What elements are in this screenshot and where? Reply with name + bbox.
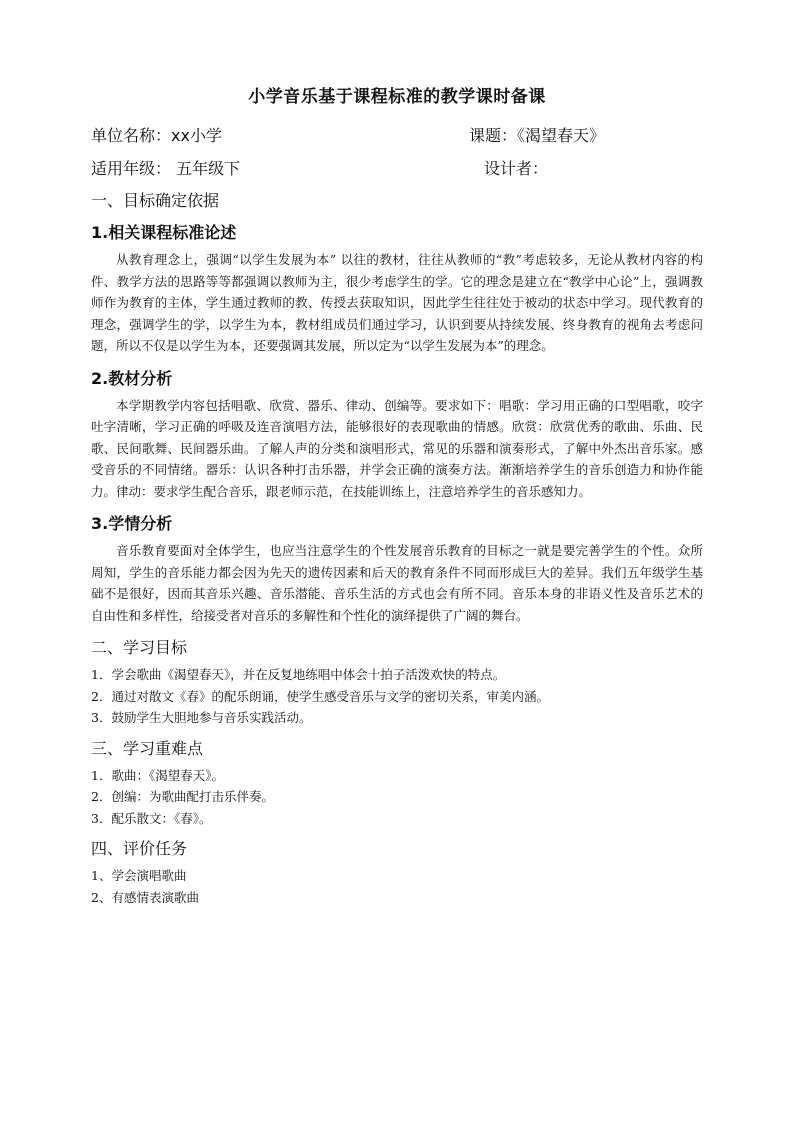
section-heading-basis: 一、目标确定依据 bbox=[91, 191, 220, 210]
list-item: 1、学会演唱歌曲 bbox=[91, 868, 187, 883]
list-item: 2、有感情表演歌曲 bbox=[91, 889, 199, 905]
list-item: 2．创编：为歌曲配打击乐伴奏。 bbox=[91, 789, 274, 804]
designer: 设计者： bbox=[484, 159, 549, 178]
grade-level: 适用年级： 五年级下 bbox=[91, 159, 241, 178]
subsection-heading-students: 3.学情分析 bbox=[91, 514, 173, 533]
key-points-list bbox=[91, 765, 703, 830]
info-row-unit bbox=[91, 119, 703, 152]
subsection-heading-materials: 2.教材分析 bbox=[91, 368, 173, 388]
subsection-heading-standards: 1.相关课程标准论述 bbox=[91, 223, 237, 242]
goals-list bbox=[91, 664, 703, 729]
section-heading-goals: 二、学习目标 bbox=[91, 638, 188, 657]
paragraph-standards: 从教育理念上，强调“以学生发展为本” 以往的教材，往往从教师的“教”考虑较多，无论从教材内容的构件、教学方法的思路等等都强调以教师为主，很少考虑学生的学。它的理念是建立在“教学中心论”上，强调教师作为教育的主体，学生通过教师的教、传授去获取知识，因此学生往往处于被动的状态中学习。现代教育的理念，强调学生的学，以学生为本，教材组成员们通过学习，认识到要从持续发展、终身教育的视角去考虑问题，所以不仅是以学生为本，还要强调其发展，所以定为“以学生发展为本”的理念。 bbox=[91, 252, 703, 353]
list-item: 2．通过对散文《春》的配乐朗诵，使学生感受音乐与文学的密切关系，审美内涵。 bbox=[91, 688, 549, 704]
list-item: 1．学会歌曲《渴望春天》，并在反复地练唱中体会十拍子活泼欢快的特点。 bbox=[91, 667, 506, 682]
paragraph-students: 音乐教育要面对全体学生，也应当注意学生的个性发展音乐教育的目标之一就是要完善学生的个性。众所周知，学生的音乐能力都会因为先天的遗传因素和后天的教育条件不同而形成巨大的差异。我们五年级学生基础不是很好，因而其音乐兴趣、音乐潜能、音乐生活的方式也会有所不同。音乐本身的非语义性及音乐艺术的自由性和多样性，给接受者对音乐的多解性和个性化的演绎提供了广阔的舞台。 bbox=[91, 543, 703, 623]
unit-name: 单位名称：xx小学 bbox=[91, 126, 222, 145]
tasks-list bbox=[91, 865, 703, 908]
list-item: 3．鼓励学生大胆地参与音乐实践活动。 bbox=[91, 710, 312, 725]
section-heading-key-points: 三、学习重难点 bbox=[91, 738, 204, 758]
paragraph-materials: 本学期教学内容包括唱歌、欣赏、器乐、律动、创编等。要求如下：唱歌：学习用正确的口型唱歌，咬字吐字清晰，学习正确的呼吸及连音演唱方法，能够很好的表现歌曲的情感。欣赏：欣赏优秀的歌曲、乐曲、民歌、民间歌舞、民间器乐曲。了解人声的分类和演唱形式，常见的乐器和演奏形式，了解中外杰出音乐家。感受音乐的不同情绪。器乐：认识各种打击乐器，并学会正确的演奏方法。渐渐培养学生的音乐创造力和协作能力。律动：要求学生配合音乐，跟老师示范，在技能训练上，注意培养学生的音乐感知力。 bbox=[91, 397, 703, 499]
list-item: 3．配乐散文：《春》。 bbox=[91, 810, 212, 826]
document-page bbox=[91, 82, 703, 912]
document-title: 小学音乐基于课程标准的教学课时备课 bbox=[248, 87, 546, 107]
list-item: 1．歌曲：《渴望春天》。 bbox=[91, 767, 224, 783]
lesson-topic: 课题：《渴望春天》 bbox=[469, 126, 606, 145]
section-heading-tasks: 四、评价任务 bbox=[91, 839, 188, 858]
info-row-grade bbox=[91, 152, 703, 185]
